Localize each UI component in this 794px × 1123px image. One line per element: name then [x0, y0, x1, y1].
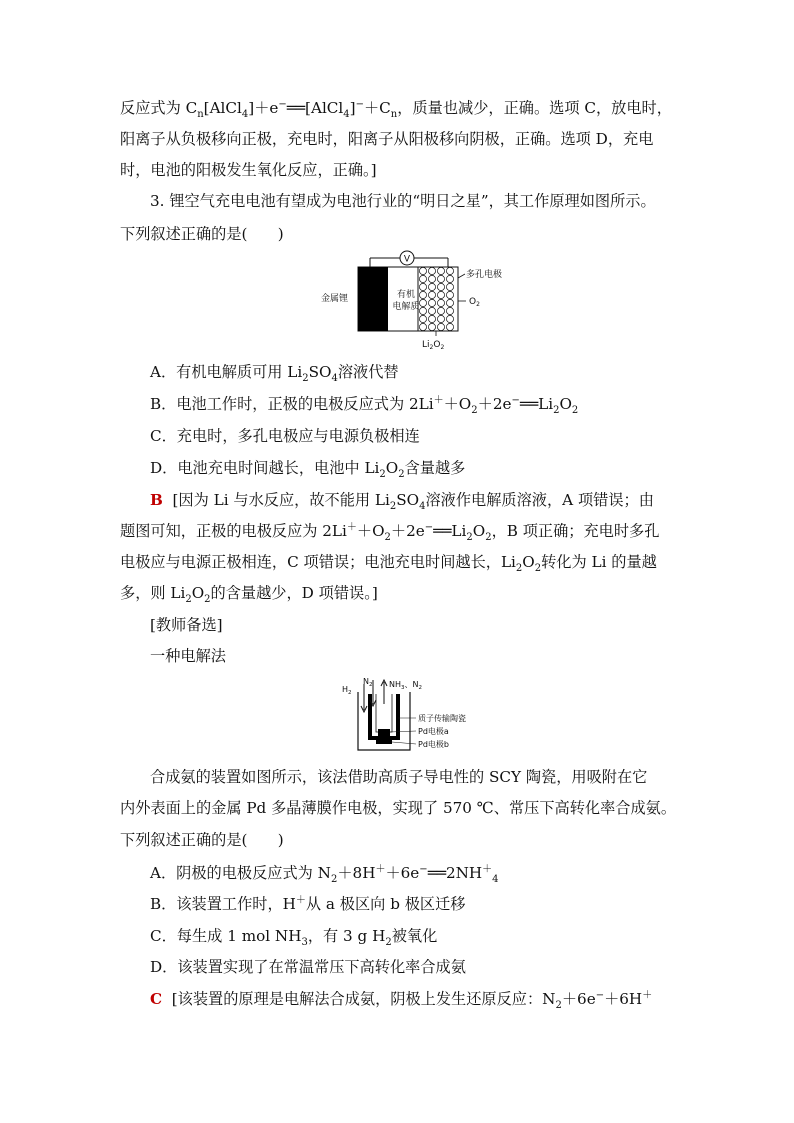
pore-circle: [437, 299, 444, 306]
pore-circle: [437, 283, 444, 290]
prev-explanation-line-3: 时，电池的阳极发生氧化反应，正确。]: [120, 161, 377, 179]
sub: 2: [185, 594, 192, 606]
q3-stem-line-2: 下列叙述正确的是( ): [120, 225, 284, 243]
teacher-stem-line-3: 下列叙述正确的是( ): [120, 831, 284, 849]
outlet-label: $NH_3$、$N_2$: [389, 680, 422, 691]
sub: 2: [204, 594, 211, 606]
teacher-option-c: [150, 926, 438, 949]
sub: 2: [553, 405, 560, 417]
sub: 3: [301, 937, 308, 949]
text: ＋C: [363, 99, 391, 117]
pore-circle: [437, 315, 444, 322]
text: ══Li: [519, 395, 554, 413]
text: 多，则 Li: [120, 584, 186, 602]
sup: ＋: [642, 989, 653, 1001]
li2o2-label: $Li_2O_2$: [422, 340, 445, 351]
pore-circle: [446, 267, 453, 274]
prev-explanation-line-1: [120, 98, 672, 121]
sub: 4: [331, 373, 338, 385]
sup: ＋: [433, 394, 444, 406]
text: 溶液代替: [337, 363, 399, 381]
sup: −: [424, 521, 434, 533]
text: B．该装置工作时，H: [150, 895, 296, 913]
leader-electrode-a: [390, 731, 416, 732]
sub: 2: [379, 469, 386, 481]
ceramic-label: 质子传输陶瓷: [418, 714, 466, 723]
sub: 2: [471, 405, 478, 417]
sub: 4: [343, 109, 350, 121]
text: O: [385, 459, 399, 477]
sub: 2: [330, 874, 338, 886]
teacher-intro: 一种电解法: [150, 647, 226, 665]
ammonia-electrolysis-figure: [340, 674, 490, 756]
electrode-b-label: Pd电极b: [418, 740, 449, 749]
teacher-option-a: [150, 863, 499, 886]
pore-circle: [428, 307, 435, 314]
sup: ＋: [482, 863, 493, 875]
q3-option-a: [150, 362, 399, 385]
pore-circle: [446, 315, 453, 322]
pore-circle: [419, 299, 426, 306]
q3-option-d: [150, 458, 466, 481]
pore-circle: [437, 267, 444, 274]
text: SO: [308, 363, 332, 381]
q3-explanation-line-3: [120, 552, 657, 575]
pore-circle: [428, 283, 435, 290]
text: D．电池充电时间越长，电池中 Li: [150, 459, 380, 477]
text: 电极应与电源正极相连，C 项错误；电池充电时间越长，Li: [120, 553, 516, 571]
pd-electrode-b: [376, 740, 392, 744]
pore-circle: [446, 275, 453, 282]
teacher-heading: [教师备选]: [150, 616, 223, 634]
sup: −: [511, 394, 520, 406]
teacher-option-b: [150, 894, 466, 914]
voltmeter-label: V: [403, 254, 411, 265]
pore-circle: [446, 299, 453, 306]
text: SO: [396, 491, 420, 509]
pore-circle: [437, 323, 444, 330]
pore-circle: [419, 323, 426, 330]
text: [因为 Li 与水反应，故不能用 Li: [172, 491, 390, 509]
sup: −: [278, 98, 287, 110]
text: [AlCl: [203, 99, 242, 117]
pore-circle: [419, 315, 426, 322]
q3-stem-line-1: 3. 锂空气充电电池有望成为电池行业的“明日之星”，其工作原理如图所示。: [150, 192, 656, 210]
q3-option-b: [150, 394, 579, 417]
pore-circle: [428, 315, 435, 322]
electrolyte-label-2: 电解质: [392, 302, 420, 312]
text: ，质量也减少，正确。选项 C，放电时，: [397, 99, 672, 117]
q3-explanation-line-1: [150, 490, 654, 513]
leader-porous: [458, 274, 465, 278]
text: 的含量越少，D 项错误。]: [210, 584, 378, 602]
text: [该装置的原理是电解法合成氨，阴极上发生还原反应：N: [171, 990, 556, 1008]
pore-circle: [428, 291, 435, 298]
text: 转化为 Li 的量越: [541, 553, 657, 571]
n2-label: $N_2$: [363, 677, 373, 688]
leader-electrode-b: [392, 742, 416, 744]
text: A．阴极的电极反应式为 N: [150, 864, 331, 882]
text: 反应式为 C: [120, 99, 198, 117]
text: 被氧化: [391, 927, 438, 945]
text: O: [559, 395, 572, 413]
q3-answer: B: [150, 491, 163, 509]
text: ＋8H: [337, 864, 376, 882]
pd-electrode-a: [378, 729, 390, 738]
pore-circle: [446, 291, 453, 298]
text: ＋O: [356, 522, 385, 540]
metal-lithium-label: 金属锂: [321, 294, 349, 304]
sub: 2: [466, 532, 473, 544]
pore-circle: [419, 283, 426, 290]
sub: n: [197, 109, 204, 121]
teacher-stem-line-2: 内外表面上的金属 Pd 多晶薄膜作电极，实现了 570 ℃、常压下高转化率合成氨。: [120, 799, 677, 817]
text: ＋O: [443, 395, 472, 413]
sup: −: [419, 863, 428, 875]
pore-circle: [428, 275, 435, 282]
teacher-explanation-line-1: [150, 989, 653, 1012]
lithium-air-battery-figure: [318, 244, 518, 354]
sub: 2: [389, 501, 397, 513]
text: ══2NH: [427, 864, 483, 882]
text: ，B 项正确；充电时多孔: [491, 522, 660, 540]
q3-option-c: C．充电时，多孔电极应与电源负极相连: [150, 427, 420, 445]
pore-circle: [419, 307, 426, 314]
pore-circle: [419, 291, 426, 298]
q3-explanation-line-4: [120, 583, 378, 606]
electrode-a-label: Pd电极a: [418, 727, 449, 736]
pore-circle: [428, 323, 435, 330]
sub: n: [390, 109, 398, 121]
text: ＋6e: [561, 990, 596, 1008]
text: ══[AlCl: [286, 99, 344, 117]
pore-circle: [446, 307, 453, 314]
text: ]＋e: [248, 99, 279, 117]
sup: −: [355, 98, 364, 110]
pore-circle: [437, 307, 444, 314]
text: A．有机电解质可用 Li: [150, 363, 303, 381]
pore-circle: [428, 267, 435, 274]
sub: 4: [492, 874, 499, 886]
sub: 2: [534, 563, 542, 575]
text: 题图可知，正极的电极反应为 2Li: [120, 522, 347, 540]
teacher-answer: C: [150, 990, 163, 1008]
sub: 2: [515, 563, 523, 575]
text: ]: [349, 99, 356, 117]
teacher-stem-line-1: 合成氨的装置如图所示，该法借助高质子导电性的 SCY 陶瓷，用吸附在它: [150, 768, 648, 786]
teacher-option-d: D．该装置实现了在常温常压下高转化率合成氨: [150, 958, 466, 976]
pore-circle: [419, 275, 426, 282]
text: ＋2e: [390, 522, 425, 540]
pore-circle: [419, 267, 426, 274]
sub: 4: [241, 109, 249, 121]
sup: ＋: [295, 894, 306, 906]
text: O: [472, 522, 486, 540]
sub: 2: [555, 1000, 562, 1012]
text: ＋6e: [385, 864, 420, 882]
electrolyte-label-1: 有机: [396, 290, 416, 300]
sub: 4: [419, 501, 426, 513]
q3-explanation-line-2: [120, 521, 660, 544]
text: 从 a 极区向 b 极区迁移: [305, 895, 466, 913]
sup: ＋: [375, 863, 386, 875]
o2-label: $O_2$: [469, 297, 480, 308]
pore-circle: [446, 323, 453, 330]
prev-explanation-line-2: 阳离子从负极移向正极，充电时，阳离子从阳极移向阴极，正确。选项 D，充电: [120, 130, 654, 148]
metal-lithium-electrode: [358, 267, 388, 331]
pore-circle: [437, 275, 444, 282]
text: 含量越多: [404, 459, 466, 477]
pore-circle: [437, 291, 444, 298]
text: B．电池工作时，正极的电极反应式为 2Li: [150, 395, 434, 413]
h2-label: $H_2$: [342, 685, 352, 696]
sub: 2: [485, 532, 492, 544]
text: C．每生成 1 mol NH: [150, 927, 302, 945]
sub: 2: [385, 937, 392, 949]
text: ══Li: [433, 522, 467, 540]
pore-circle: [446, 283, 453, 290]
sup: ＋: [346, 521, 357, 533]
text: ＋6H: [604, 990, 643, 1008]
sub: 2: [398, 469, 405, 481]
text: ＋2e: [477, 395, 512, 413]
sub: 2: [384, 532, 391, 544]
sup: −: [595, 989, 605, 1001]
sub: 2: [302, 373, 309, 385]
sub: 2: [571, 405, 579, 417]
text: O: [522, 553, 535, 571]
text: O: [191, 584, 205, 602]
porous-electrode-label: 多孔电极: [466, 270, 503, 280]
text: 溶液作电解质溶液，A 项错误；由: [425, 491, 654, 509]
text: ，有 3 g H: [307, 927, 386, 945]
pore-circle: [428, 299, 435, 306]
